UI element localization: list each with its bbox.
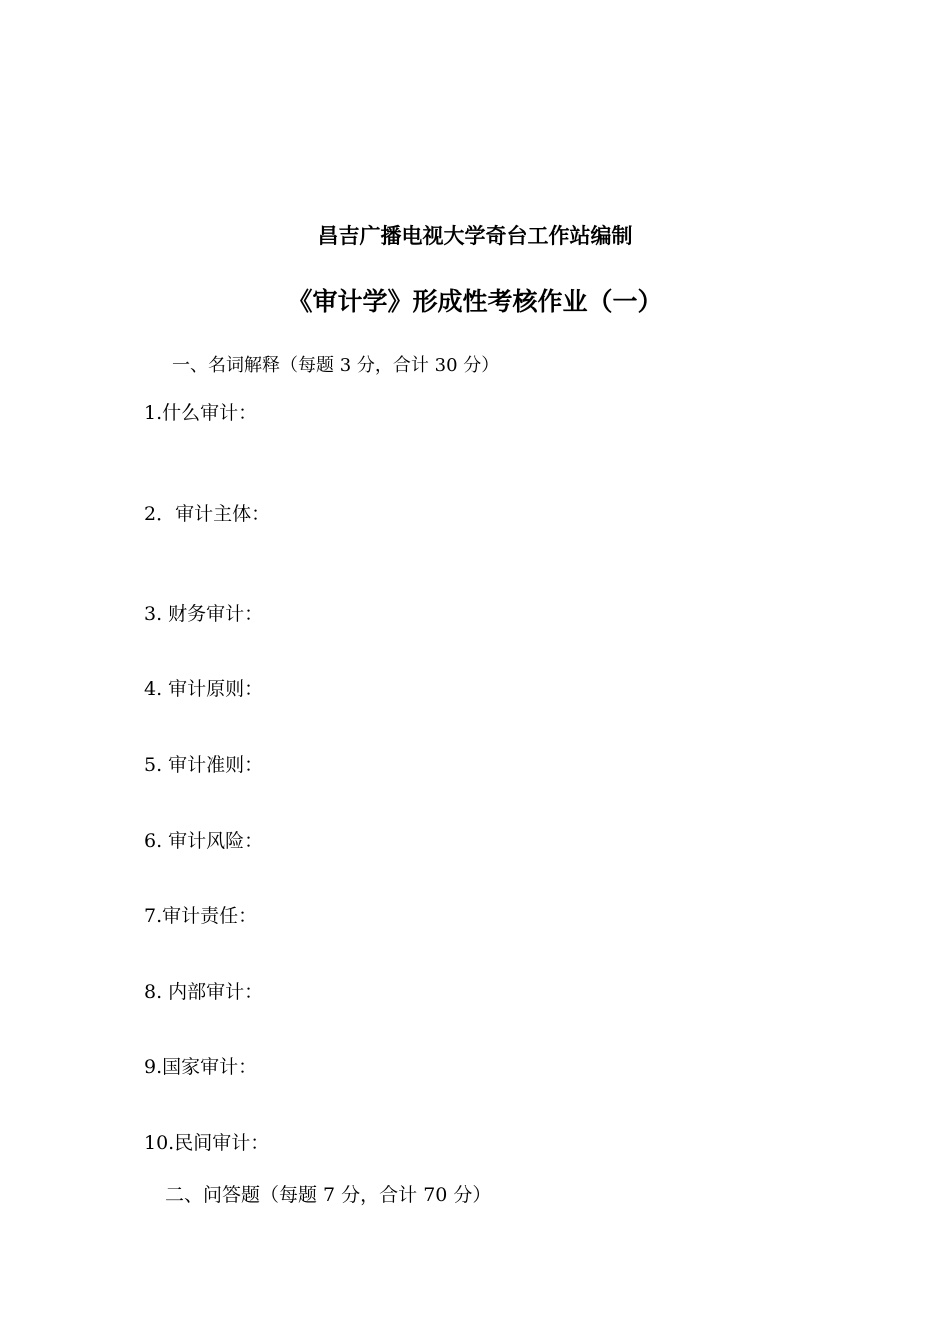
term-item: 1.什么审计： [144,402,258,424]
term-item: 5. 审计准则： [144,754,264,776]
section-heading-terms: 一、名词解释（每题 3 分，合计 30 分） [172,355,500,376]
term-item: 4. 审计原则： [144,678,264,700]
term-item: 3. 财务审计： [144,603,264,625]
term-item: 9.国家审计： [144,1056,258,1078]
institution-heading: 昌吉广播电视大学奇台工作站编制 [317,224,633,248]
term-item: 7.审计责任： [144,905,258,927]
term-item: 2．审计主体： [144,503,271,525]
term-item: 6. 审计风险： [144,830,264,852]
term-item: 10.民间审计： [144,1132,270,1154]
page-title: 《审计学》形成性考核作业（一） [287,287,663,316]
term-item: 8. 内部审计： [144,981,264,1003]
section-heading-questions: 二、问答题（每题 7 分，合计 70 分） [165,1184,492,1206]
